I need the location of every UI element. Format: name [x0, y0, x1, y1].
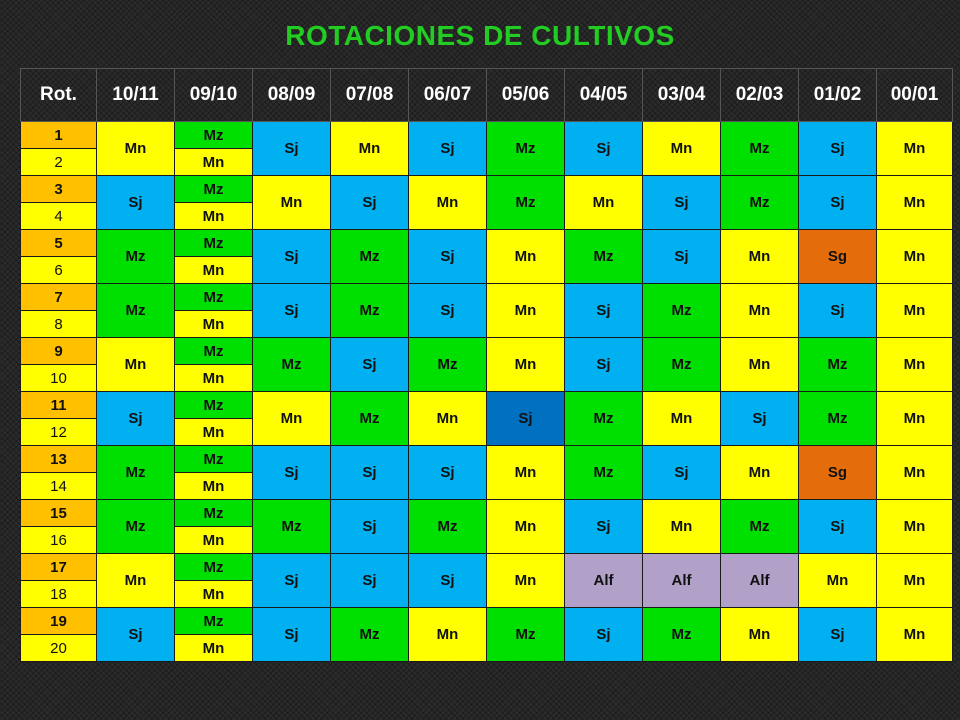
crop-cell: Sj: [799, 122, 877, 176]
crop-cell: Sj: [253, 230, 331, 284]
crop-cell-sub: Mz: [175, 122, 253, 149]
crop-cell: Mn: [877, 554, 953, 608]
row-number: 1: [21, 122, 97, 149]
header-season: 08/09: [253, 69, 331, 122]
table-row: [21, 392, 953, 419]
row-number: 8: [21, 311, 97, 338]
crop-cell-sub: Mn: [175, 149, 253, 176]
crop-cell: Mz: [565, 392, 643, 446]
crop-cell-sub: Mn: [175, 203, 253, 230]
crop-cell: Sj: [799, 176, 877, 230]
crop-cell: Mz: [409, 338, 487, 392]
row-number: 18: [21, 581, 97, 608]
crop-cell: Sj: [331, 554, 409, 608]
crop-cell-sub: Mz: [175, 446, 253, 473]
table-row: [21, 284, 953, 311]
crop-cell: Mn: [721, 446, 799, 500]
page-title: ROTACIONES DE CULTIVOS: [285, 20, 675, 51]
crop-cell: Mn: [487, 500, 565, 554]
crop-cell: Mz: [799, 392, 877, 446]
crop-cell: Mn: [253, 392, 331, 446]
header-season: 04/05: [565, 69, 643, 122]
crop-cell: Sj: [409, 122, 487, 176]
crop-cell: Mn: [253, 176, 331, 230]
crop-cell: Mn: [877, 500, 953, 554]
crop-cell: Sj: [643, 176, 721, 230]
table-row: [21, 176, 953, 203]
crop-cell: Mz: [721, 176, 799, 230]
table-row: [21, 500, 953, 527]
crop-cell: Mn: [487, 338, 565, 392]
crop-cell: Mn: [643, 500, 721, 554]
crop-cell-sub: Mz: [175, 554, 253, 581]
header-season: 01/02: [799, 69, 877, 122]
crop-cell: Sj: [331, 338, 409, 392]
table-row: [21, 446, 953, 473]
row-number: 19: [21, 608, 97, 635]
crop-cell: Mn: [97, 338, 175, 392]
table-row: [21, 122, 953, 149]
header-season: 09/10: [175, 69, 253, 122]
row-number: 20: [21, 635, 97, 662]
crop-cell: Sj: [799, 608, 877, 662]
crop-cell: Sj: [409, 446, 487, 500]
crop-cell: Sj: [331, 176, 409, 230]
header-season: 06/07: [409, 69, 487, 122]
row-number: 17: [21, 554, 97, 581]
row-number: 12: [21, 419, 97, 446]
crop-cell: Mn: [721, 608, 799, 662]
crop-cell: Sj: [799, 284, 877, 338]
crop-cell: Mz: [721, 500, 799, 554]
crop-cell-sub: Mn: [175, 635, 253, 662]
crop-cell: Sj: [643, 446, 721, 500]
crop-cell: Sj: [643, 230, 721, 284]
table-body: [21, 122, 953, 662]
crop-cell: Sj: [799, 500, 877, 554]
row-number: 16: [21, 527, 97, 554]
crop-cell-sub: Mn: [175, 419, 253, 446]
crop-cell: Sg: [799, 446, 877, 500]
crop-cell: Mz: [331, 608, 409, 662]
crop-cell-sub: Mn: [175, 473, 253, 500]
table-row: [21, 230, 953, 257]
crop-cell-sub: Mn: [175, 527, 253, 554]
row-number: 7: [21, 284, 97, 311]
row-number: 13: [21, 446, 97, 473]
crop-cell-sub: Mz: [175, 284, 253, 311]
crop-cell: Mz: [331, 392, 409, 446]
crop-cell-sub: Mz: [175, 608, 253, 635]
row-number: 11: [21, 392, 97, 419]
crop-cell: Mz: [487, 122, 565, 176]
crop-cell: Mn: [877, 338, 953, 392]
crop-cell: Sj: [409, 230, 487, 284]
row-number: 14: [21, 473, 97, 500]
header-season: 03/04: [643, 69, 721, 122]
crop-cell-sub: Mn: [175, 311, 253, 338]
rotation-table: [20, 68, 953, 662]
header-season: 00/01: [877, 69, 953, 122]
row-number: 2: [21, 149, 97, 176]
crop-cell: Mn: [877, 392, 953, 446]
header-season: 05/06: [487, 69, 565, 122]
crop-cell: Mn: [487, 230, 565, 284]
crop-cell: Mz: [643, 608, 721, 662]
crop-cell: Mz: [565, 446, 643, 500]
crop-cell: Sj: [331, 500, 409, 554]
crop-cell: Mz: [643, 338, 721, 392]
crop-cell: Sj: [253, 284, 331, 338]
crop-cell: Sj: [253, 446, 331, 500]
crop-cell: Sj: [565, 284, 643, 338]
crop-cell: Sj: [409, 284, 487, 338]
crop-cell: Mn: [487, 446, 565, 500]
table-row: [21, 338, 953, 365]
row-number: 4: [21, 203, 97, 230]
crop-cell: Mz: [97, 284, 175, 338]
header-rot: Rot.: [21, 69, 97, 122]
crop-cell: Mz: [799, 338, 877, 392]
crop-cell: Sg: [799, 230, 877, 284]
crop-cell: Mn: [565, 176, 643, 230]
crop-cell: Mz: [409, 500, 487, 554]
crop-cell: Mn: [97, 122, 175, 176]
crop-cell: Sj: [253, 554, 331, 608]
crop-cell-sub: Mz: [175, 338, 253, 365]
crop-cell: Mn: [643, 122, 721, 176]
crop-cell: Sj: [565, 608, 643, 662]
row-number: 9: [21, 338, 97, 365]
crop-cell: Mn: [721, 338, 799, 392]
crop-cell: Sj: [565, 122, 643, 176]
row-number: 15: [21, 500, 97, 527]
crop-cell-sub: Mn: [175, 257, 253, 284]
crop-cell: Mn: [877, 608, 953, 662]
crop-cell: Mz: [97, 446, 175, 500]
crop-cell: Mn: [409, 608, 487, 662]
crop-cell-sub: Mn: [175, 581, 253, 608]
header-row: [21, 69, 953, 122]
crop-cell: Sj: [721, 392, 799, 446]
crop-cell: Sj: [487, 392, 565, 446]
crop-cell: Mz: [97, 230, 175, 284]
crop-cell: Sj: [253, 122, 331, 176]
crop-cell: Mz: [331, 284, 409, 338]
table-row: [21, 608, 953, 635]
header-season: 07/08: [331, 69, 409, 122]
crop-cell: Sj: [97, 608, 175, 662]
crop-cell-sub: Mz: [175, 392, 253, 419]
header-season: 10/11: [97, 69, 175, 122]
crop-cell-sub: Mz: [175, 500, 253, 527]
crop-cell: Mn: [799, 554, 877, 608]
crop-cell: Sj: [97, 176, 175, 230]
crop-cell: Sj: [409, 554, 487, 608]
crop-cell: Mz: [487, 608, 565, 662]
crop-cell: Mz: [565, 230, 643, 284]
crop-cell: Mz: [721, 122, 799, 176]
crop-cell: Mn: [331, 122, 409, 176]
crop-cell: Mn: [721, 230, 799, 284]
crop-cell-sub: Mz: [175, 230, 253, 257]
crop-cell: Mn: [877, 446, 953, 500]
crop-cell: Mz: [253, 338, 331, 392]
crop-cell: Mn: [97, 554, 175, 608]
crop-cell: Mz: [97, 500, 175, 554]
row-number: 6: [21, 257, 97, 284]
crop-cell: Sj: [331, 446, 409, 500]
crop-cell: Mz: [487, 176, 565, 230]
crop-cell: Mn: [643, 392, 721, 446]
header-season: 02/03: [721, 69, 799, 122]
crop-cell: Mn: [877, 122, 953, 176]
crop-cell-sub: Mn: [175, 365, 253, 392]
crop-cell: Mn: [409, 392, 487, 446]
row-number: 3: [21, 176, 97, 203]
crop-cell: Mz: [643, 284, 721, 338]
crop-cell: Mn: [877, 284, 953, 338]
crop-cell: Mn: [877, 230, 953, 284]
crop-cell: Mz: [253, 500, 331, 554]
crop-cell: Mz: [331, 230, 409, 284]
crop-cell: Sj: [565, 500, 643, 554]
crop-cell-sub: Mz: [175, 176, 253, 203]
crop-cell: Mn: [877, 176, 953, 230]
crop-cell: Sj: [565, 338, 643, 392]
row-number: 10: [21, 365, 97, 392]
crop-cell: Mn: [409, 176, 487, 230]
table-row: [21, 554, 953, 581]
crop-cell: Alf: [721, 554, 799, 608]
crop-cell: Sj: [253, 608, 331, 662]
crop-cell: Mn: [721, 284, 799, 338]
row-number: 5: [21, 230, 97, 257]
crop-cell: Alf: [643, 554, 721, 608]
crop-cell: Mn: [487, 284, 565, 338]
crop-cell: Alf: [565, 554, 643, 608]
crop-cell: Mn: [487, 554, 565, 608]
crop-cell: Sj: [97, 392, 175, 446]
